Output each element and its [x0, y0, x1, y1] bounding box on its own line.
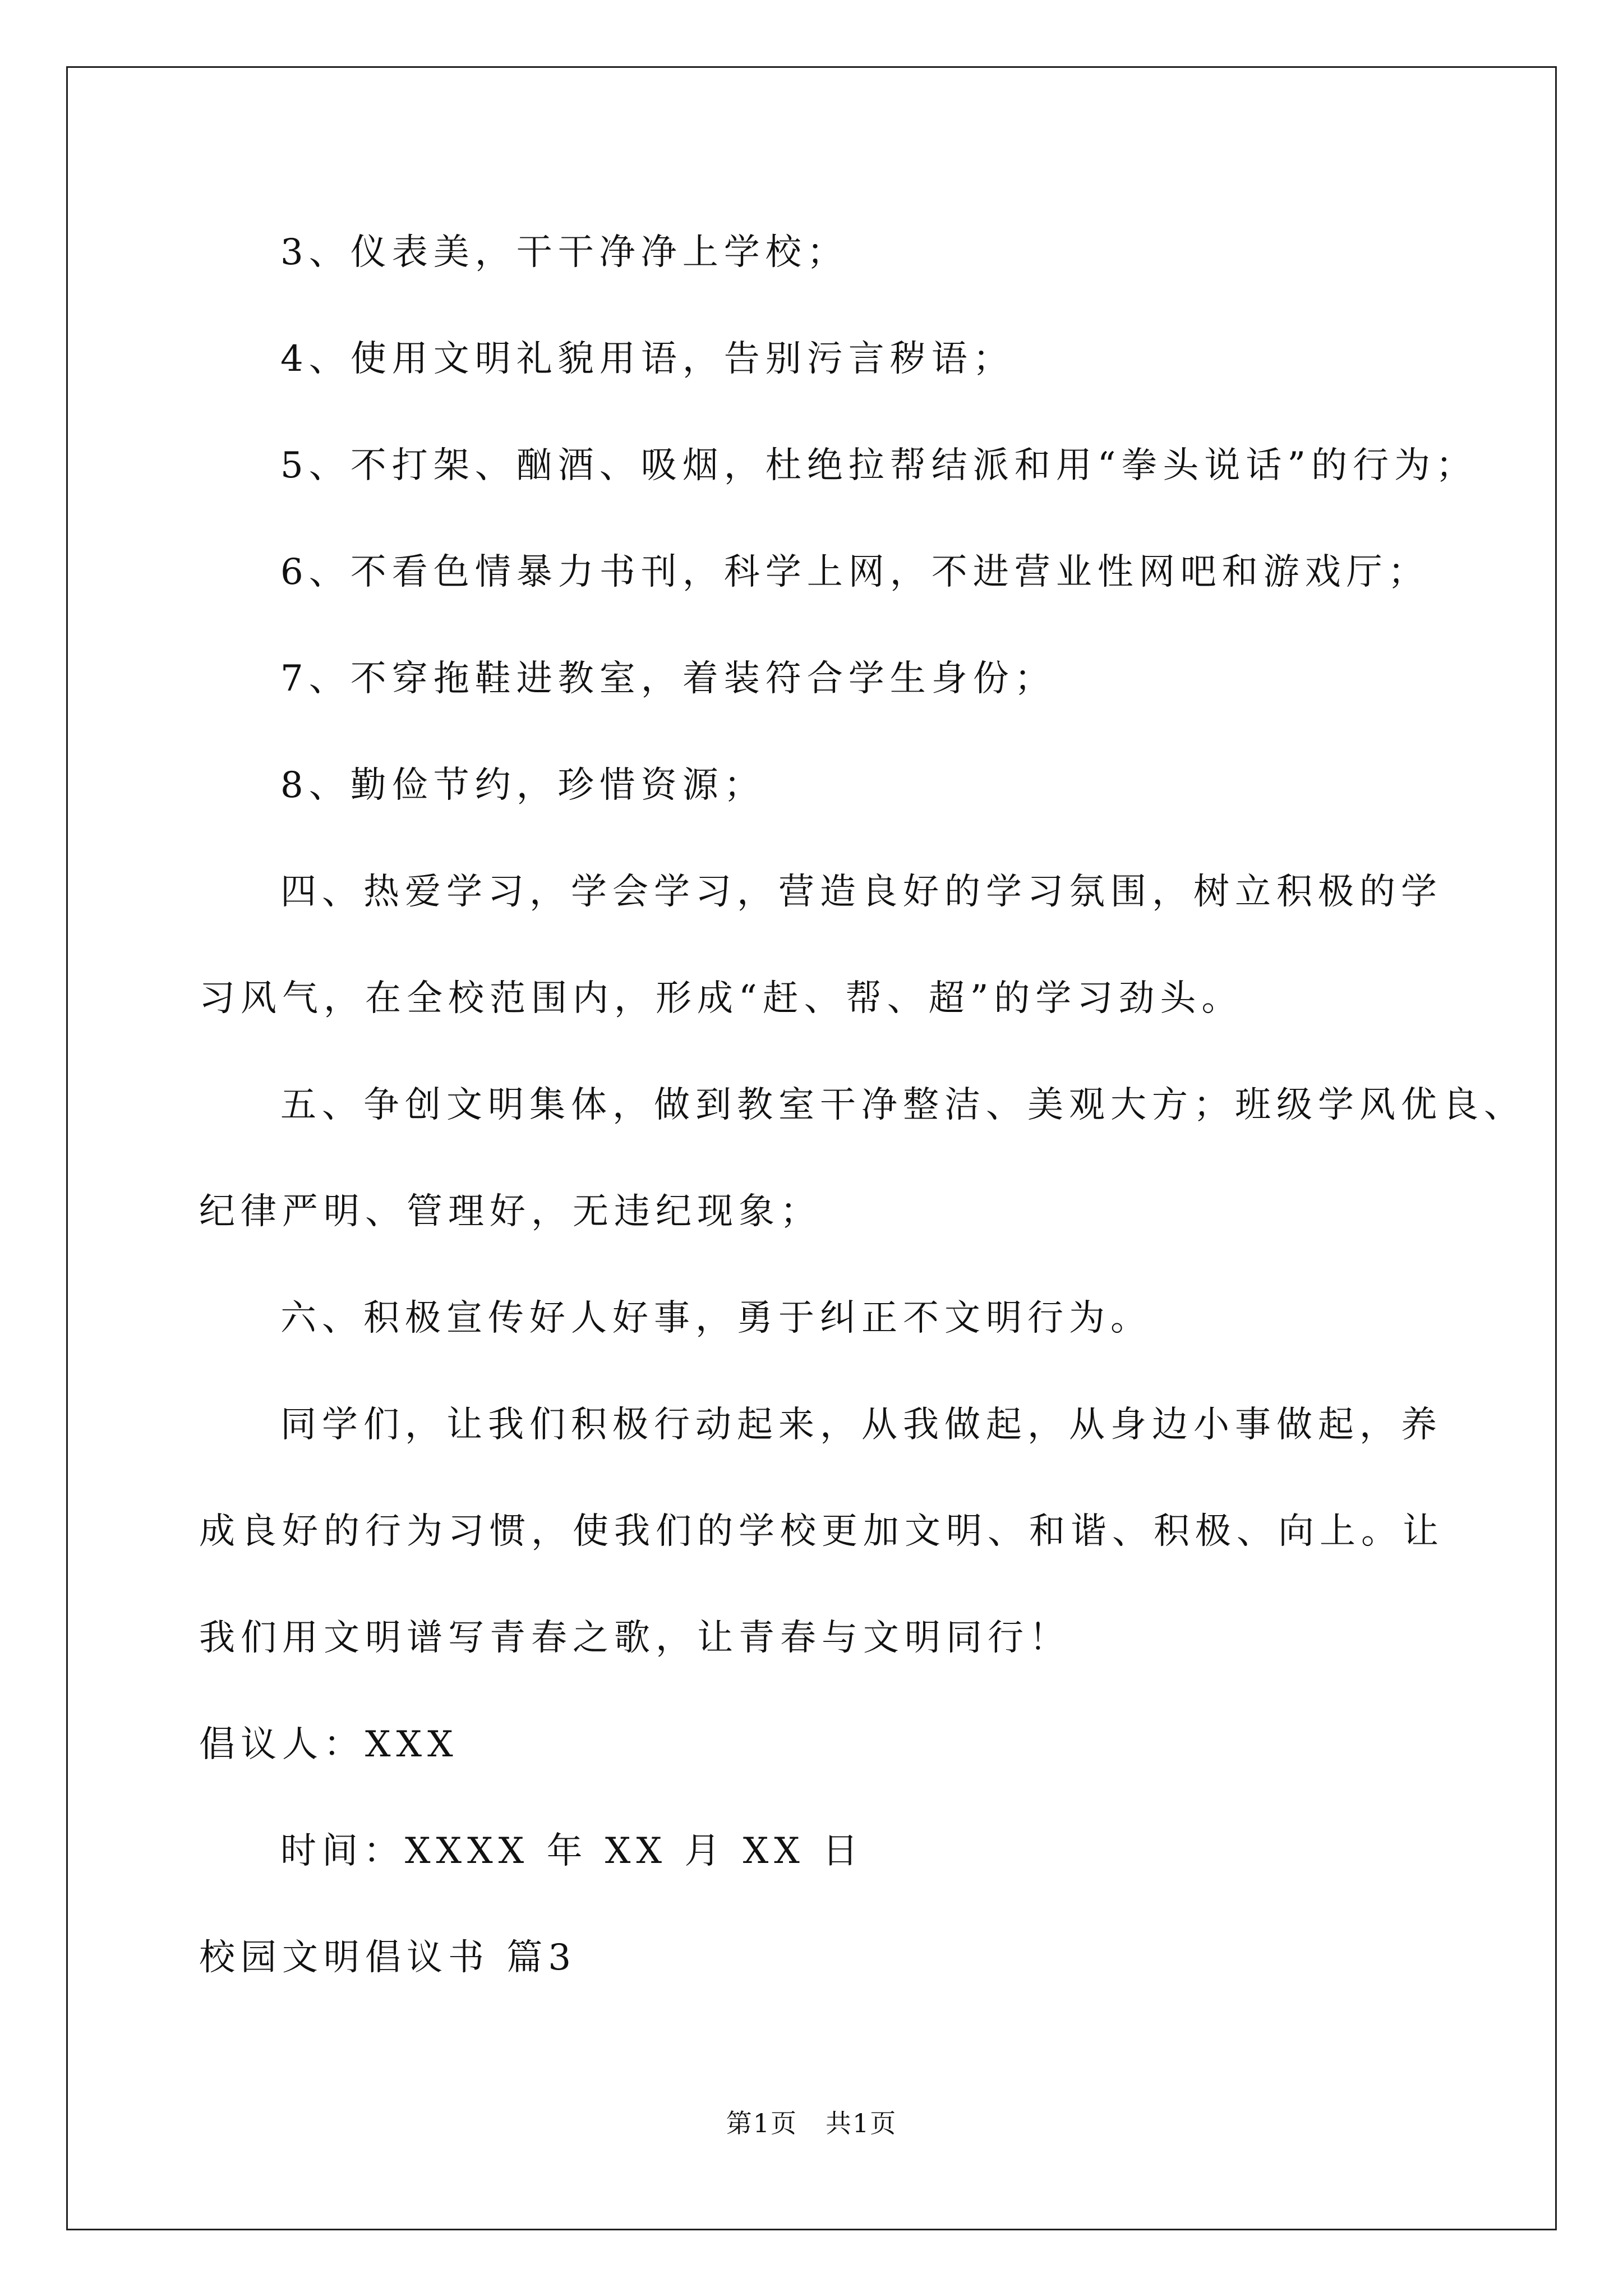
- text-line: 5、不打架、酗酒、吸烟，杜绝拉帮结派和用“拳头说话”的行为；: [280, 445, 1478, 486]
- text-line: 同学们，让我们积极行动起来，从我做起，从身边小事做起，养: [280, 1404, 1442, 1446]
- text-line: 7、不穿拖鞋进教室，着装符合学生身份；: [280, 658, 1056, 700]
- page-number: 第1页: [726, 2108, 797, 2138]
- text-line: 我们用文明谱写青春之歌，让青春与文明同行！: [199, 1617, 1071, 1659]
- signatory-line: 倡议人：XXX: [199, 1724, 459, 1765]
- text-line: 六、积极宣传好人好事，勇于纠正不文明行为。: [280, 1297, 1152, 1339]
- text-line: 4、使用文明礼貌用语，告别污言秽语；: [280, 338, 1015, 380]
- text-line: 纪律严明、管理好，无违纪现象；: [199, 1191, 822, 1232]
- text-line: 6、不看色情暴力书刊，科学上网，不进营业性网吧和游戏厅；: [280, 551, 1430, 593]
- text-line: 五、争创文明集体，做到教室干净整洁、美观大方；班级学风优良、: [280, 1084, 1525, 1126]
- date-line: 时间：XXXX 年 XX 月 XX 日: [280, 1830, 864, 1872]
- text-line: 习风气，在全校范围内，形成“赶、帮、超”的学习劲头。: [199, 978, 1243, 1019]
- page-frame: [66, 66, 1557, 2230]
- text-line: 8、勤俭节约，珍惜资源；: [280, 765, 766, 806]
- page-total: 共1页: [826, 2108, 897, 2138]
- text-line: 四、热爱学习，学会学习，营造良好的学习氛围，树立积极的学: [280, 871, 1442, 913]
- text-line: 3、仪表美，干干净净上学校；: [280, 232, 849, 273]
- page-footer: [0, 2106, 1623, 2140]
- text-line: 成良好的行为习惯，使我们的学校更加文明、和谐、积极、向上。让: [199, 1511, 1444, 1552]
- section-heading: 校园文明倡议书 篇3: [199, 1937, 577, 1978]
